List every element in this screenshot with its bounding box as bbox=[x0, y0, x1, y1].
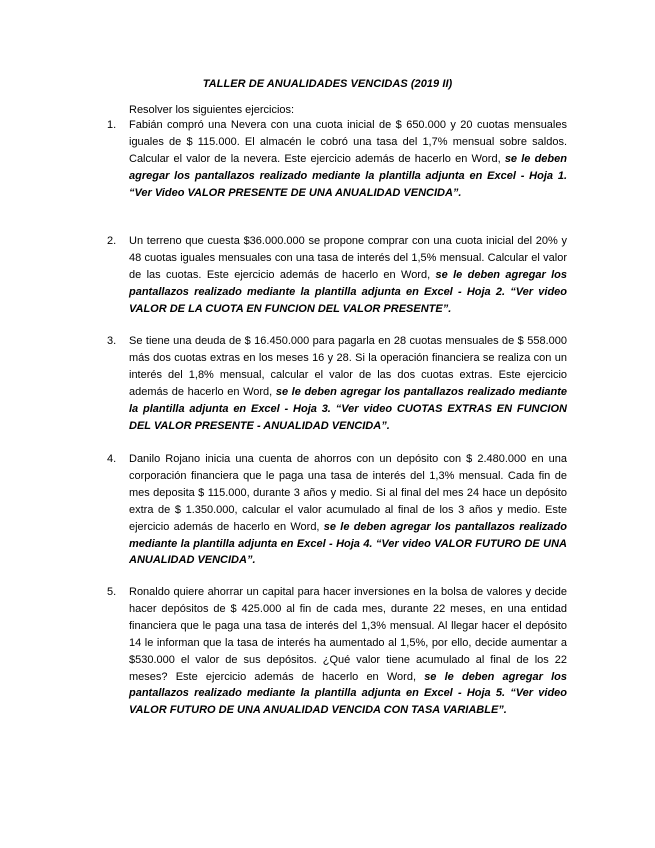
exercise-item bbox=[107, 333, 567, 434]
exercise-number: 2. bbox=[107, 235, 117, 247]
exercise-emphasis: se le deben agregar los pantallazos realizado mediante la plantilla adjunta en Excel - Hoja 2. “Ver video VALOR DE LA CUOTA EN FUNCION DEL VALOR PRESENTE”. bbox=[129, 268, 567, 315]
exercise-item bbox=[107, 451, 567, 569]
exercise-body bbox=[129, 233, 567, 318]
exercise-emphasis: se le deben agregar los pantallazos realizado mediante la plantilla adjunta en Excel - Hoja 1. “Ver Video VALOR PRESENTE DE UNA ANUALIDAD VENCIDA”. bbox=[129, 152, 567, 199]
exercise-text: Fabián compró una Nevera con una cuota inicial de $ 650.000 y 20 cuotas mensuales iguales de $ 115.000. El almacén le cobró una tasa del 1,7% mensual sobre saldos. Calcular el valor de la nevera. Este ejercicio además de hacerlo en Word, bbox=[129, 119, 567, 165]
exercise-emphasis: se le deben agregar los pantallazos realizado mediante la plantilla adjunta en Excel - Hoja 3. “Ver video CUOTAS EXTRAS EN FUNCION DEL VALOR PRESENTE - ANUALIDAD VENCIDA”. bbox=[129, 385, 567, 432]
exercise-body bbox=[129, 451, 567, 569]
document-title: TALLER DE ANUALIDADES VENCIDAS (2019 II) bbox=[202, 78, 453, 90]
exercise-text: Ronaldo quiere ahorrar un capital para hacer inversiones en la bolsa de valores y decide hacer depósitos de $ 425.000 al fin de cada mes, durante 22 meses, en una entidad financiera que le paga una tasa de interés del 1,3% mensual. Al llegar hacer el depósito 14 le informan que la tasa de interés ha aumentado al 1,5%, por ello, decide aumentar a $530.000 el valor de sus depósitos. ¿Qué valor tiene acumulado al final de los 22 meses? Este ejercicio además de hacerlo en Word, bbox=[129, 586, 567, 683]
exercise-number: 4. bbox=[107, 453, 117, 465]
exercise-body bbox=[129, 584, 567, 719]
exercise-text: Se tiene una deuda de $ 16.450.000 para pagarla en 28 cuotas mensuales de $ 558.000 más dos cuotas extras en los meses 16 y 28. Si la operación financiera se realiza con un interés del 1,8% mensual, calcular el valor de las dos cuotas extras. Este ejercicio además de hacerlo en Word, bbox=[129, 335, 567, 398]
exercise-item bbox=[107, 584, 567, 719]
exercise-text: Un terreno que cuesta $36.000.000 se propone comprar con una cuota inicial del 20% y 48 cuotas iguales mensuales con una tasa de interés del 1,5% mensual. Calcular el valor de las cuotas. Este ejercicio además de hacerlo en Word, bbox=[129, 235, 567, 281]
intro-text: Resolver los siguientes ejercicios: bbox=[129, 104, 295, 116]
exercise-item bbox=[107, 117, 567, 202]
exercise-item bbox=[107, 233, 567, 318]
exercise-emphasis: se le deben agregar los pantallazos realizado mediante la plantilla adjunta en Excel - Hoja 4. “Ver video VALOR FUTURO DE UNA ANUALIDAD VENCIDA”. bbox=[129, 520, 567, 567]
exercise-body bbox=[129, 333, 567, 434]
exercise-emphasis: se le deben agregar los pantallazos realizado mediante la plantilla adjunta en Excel - Hoja 5. “Ver video VALOR FUTURO DE UNA ANUALIDAD VENCIDA CON TASA VARIABLE”. bbox=[129, 670, 567, 717]
exercise-number: 5. bbox=[107, 586, 117, 598]
exercise-number: 1. bbox=[107, 119, 117, 131]
exercise-body bbox=[129, 117, 567, 202]
exercise-text: Danilo Rojano inicia una cuenta de ahorros con un depósito con $ 2.480.000 en una corporación financiera que le paga una tasa de interés del 1,3% mensual. Cada fin de mes deposita $ 115.000, durante 3 años y medio. Si al final del mes 24 hace un depósito extra de $ 1.350.000, calcular el valor acumulado al final de los 3 años y medio. Este ejercicio además de hacerlo en Word, bbox=[129, 453, 567, 533]
exercise-number: 3. bbox=[107, 335, 117, 347]
